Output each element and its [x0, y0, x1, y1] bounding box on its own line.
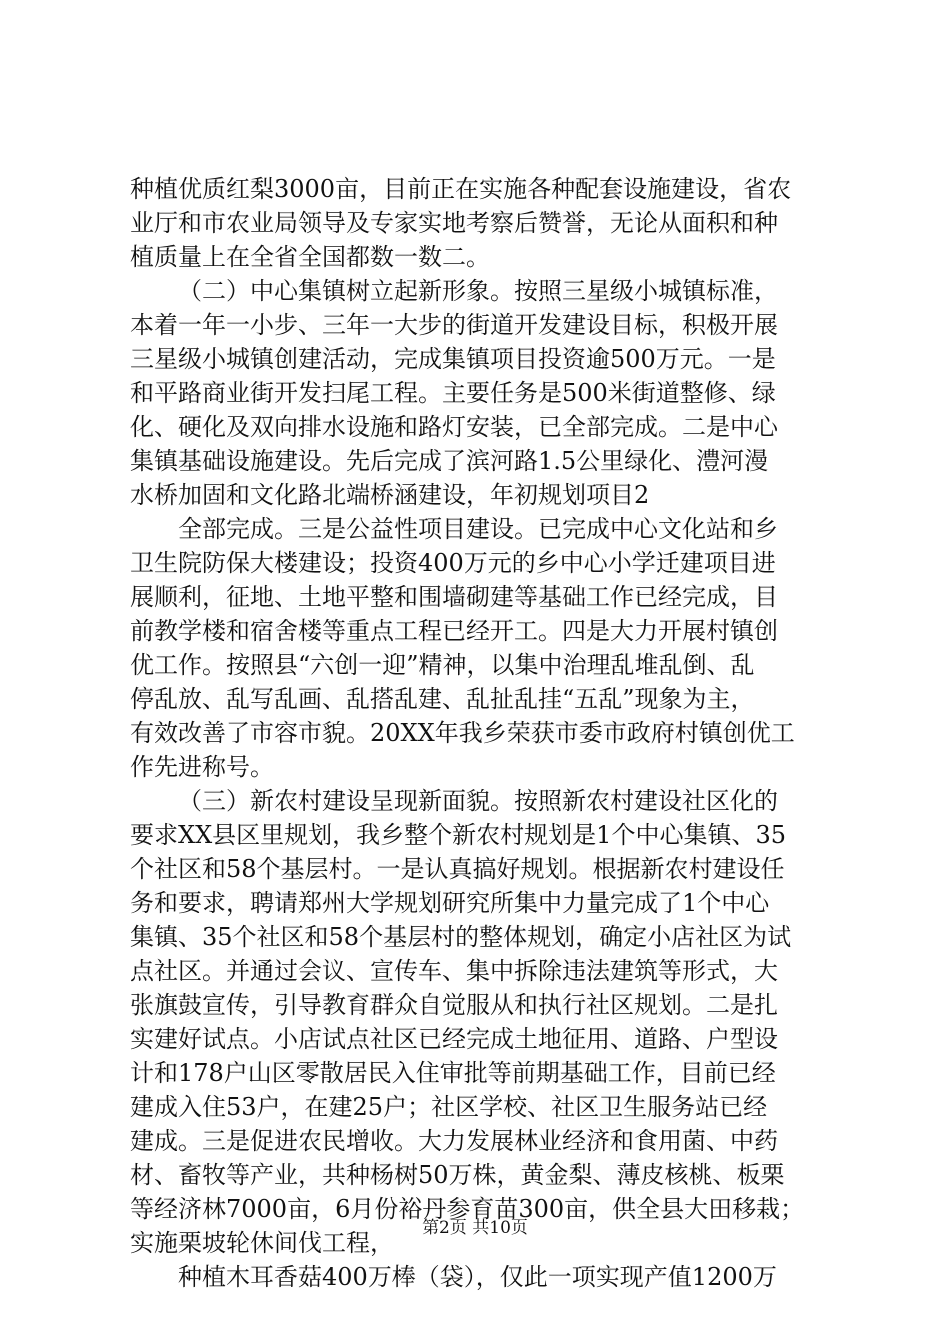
text-line: 本着一年一小步、三年一大步的街道开发建设目标，积极开展: [130, 311, 778, 339]
text-line: 等经济林7000亩，6月份裕丹参育苗300亩，供全县大田移栽；: [130, 1195, 805, 1223]
text-line: 实建好试点。小店试点社区已经完成土地征用、道路、户型设: [130, 1025, 778, 1053]
text-line: 建成。三是促进农民增收。大力发展林业经济和食用菌、中药: [130, 1127, 778, 1155]
text-line: 有效改善了市容市貌。20XX年我乡荣获市委市政府村镇创优工: [130, 719, 795, 747]
text-line: 集镇基础设施建设。先后完成了滨河路1.5公里绿化、澧河漫: [130, 447, 769, 475]
text-line: 水桥加固和文化路北端桥涵建设，年初规划项目2: [130, 481, 650, 509]
text-line: 实施栗坡轮休间伐工程，: [130, 1229, 394, 1257]
text-line: 和平路商业街开发扫尾工程。主要任务是500米街道整修、绿: [130, 379, 776, 407]
text-line: 化、硬化及双向排水设施和路灯安装，已全部完成。二是中心: [130, 413, 778, 441]
text-line: 种植木耳香菇400万棒（袋），仅此一项实现产值1200万: [178, 1263, 777, 1291]
text-line: 点社区。并通过会议、宣传车、集中拆除违法建筑等形式，大: [130, 957, 778, 985]
text-line: 优工作。按照县“六创一迎”精神，以集中治理乱堆乱倒、乱: [130, 651, 755, 679]
text-line: 建成入住53户，在建25户；社区学校、社区卫生服务站已经: [130, 1093, 768, 1121]
text-line: 全部完成。三是公益性项目建设。已完成中心文化站和乡: [178, 515, 778, 543]
text-line: 要求XX县区里规划，我乡整个新农村规划是1个中心集镇、35: [130, 821, 786, 849]
text-line: 前教学楼和宿舍楼等重点工程已经开工。四是大力开展村镇创: [130, 617, 778, 645]
text-line: 材、畜牧等产业，共种杨树50万株，黄金梨、薄皮核桃、板栗: [130, 1161, 785, 1189]
text-line: 业厅和市农业局领导及专家实地考察后赞誉，无论从面积和种: [130, 209, 778, 237]
page-footer: 第2页 共10页: [422, 1218, 528, 1238]
text-line: （二）中心集镇树立起新形象。按照三星级小城镇标准，: [178, 277, 778, 305]
body-text: [130, 172, 830, 1294]
text-line: 卫生院防保大楼建设；投资400万元的乡中心小学迁建项目进: [130, 549, 776, 577]
text-line: 种植优质红梨3000亩，目前正在实施各种配套设施建设，省农: [130, 175, 792, 203]
text-line: 务和要求，聘请郑州大学规划研究所集中力量完成了1个中心: [130, 889, 770, 917]
text-line: 三星级小城镇创建活动，完成集镇项目投资逾500万元。一是: [130, 345, 776, 373]
text-line: 作先进称号。: [130, 753, 274, 781]
text-line: 集镇、35个社区和58个基层村的整体规划，确定小店社区为试: [130, 923, 792, 951]
text-line: 停乱放、乱写乱画、乱搭乱建、乱扯乱挂“五乱”现象为主，: [130, 685, 755, 713]
text-line: 植质量上在全省全国都数一数二。: [130, 243, 490, 271]
text-line: 计和178户山区零散居民入住审批等前期基础工作，目前已经: [130, 1059, 776, 1087]
text-line: 个社区和58个基层村。一是认真搞好规划。根据新农村建设任: [130, 855, 785, 883]
text-line: 展顺利，征地、土地平整和围墙砌建等基础工作已经完成，目: [130, 583, 778, 611]
text-line: 张旗鼓宣传，引导教育群众自觉服从和执行社区规划。二是扎: [130, 991, 778, 1019]
text-line: （三）新农村建设呈现新面貌。按照新农村建设社区化的: [178, 787, 778, 815]
